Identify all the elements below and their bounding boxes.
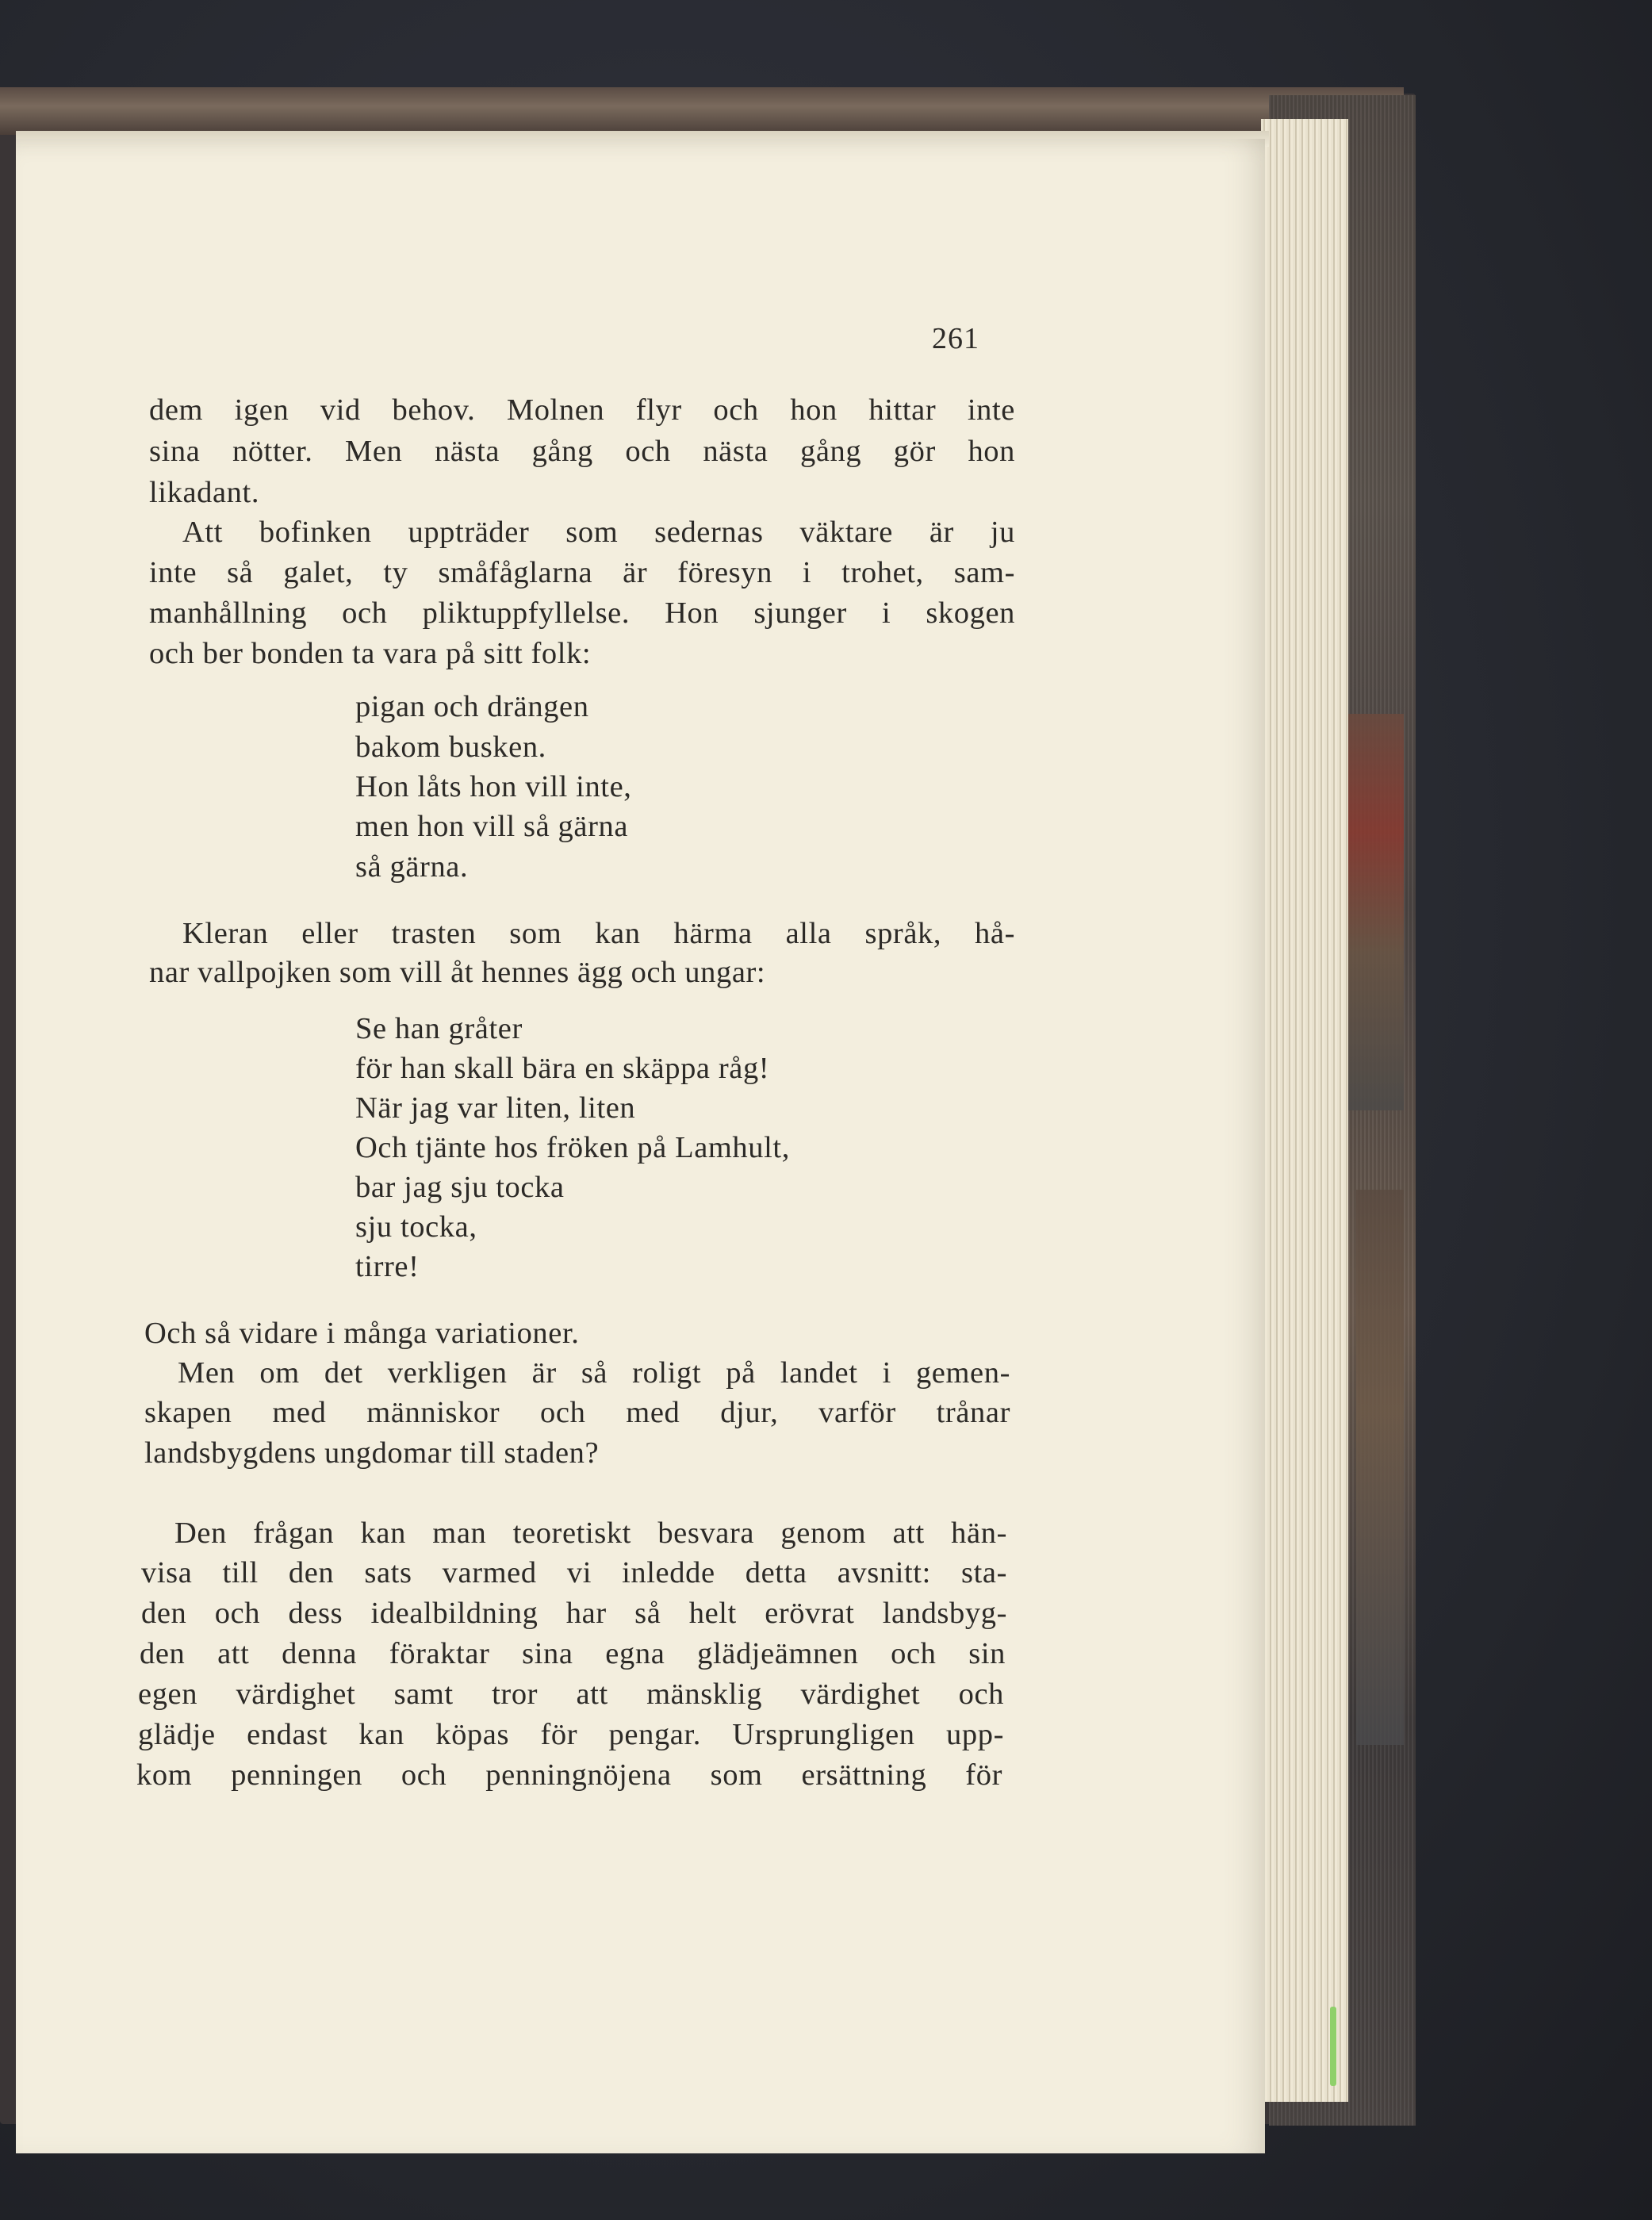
text-line: dem igen vid behov. Molnen flyr och hon hittar inte	[149, 393, 1015, 427]
verse-line: pigan och drängen	[355, 690, 589, 723]
text-line: nar vallpojken som vill åt hennes ägg och ungar:	[149, 956, 766, 989]
verse-line: Se han gråter	[355, 1012, 523, 1045]
text-line: glädje endast kan köpas för pengar. Ursprungligen upp-	[138, 1718, 1004, 1751]
verse-line: bakom busken.	[355, 730, 546, 764]
text-line: visa till den sats varmed vi inledde detta avsnitt: sta-	[141, 1556, 1007, 1589]
text-line: och ber bonden ta vara på sitt folk:	[149, 637, 592, 670]
marbled-cover-pattern	[1356, 1190, 1404, 1745]
text-line: Men om det verkligen är så roligt på landet i gemen-	[178, 1356, 1010, 1390]
verse-line: Och tjänte hos fröken på Lamhult,	[355, 1131, 790, 1164]
text-line: likadant.	[149, 476, 260, 509]
book-head-edge	[0, 87, 1404, 135]
verse-line: för han skall bära en skäppa råg!	[355, 1052, 770, 1085]
text-line: kom penningen och penningnöjena som ersättning för	[136, 1758, 1002, 1792]
text-line: skapen med människor och med djur, varför trånar	[144, 1396, 1010, 1429]
text-line: Kleran eller trasten som kan härma alla språk, hå-	[182, 917, 1015, 950]
text-line: Den frågan kan man teoretiskt besvara genom att hän-	[174, 1516, 1007, 1550]
text-line: Att bofinken uppträder som sedernas väktare är ju	[182, 516, 1015, 549]
text-line: Och så vidare i många variationer.	[144, 1317, 580, 1350]
text-line: manhållning och pliktuppfyllelse. Hon sjunger i skogen	[149, 596, 1015, 630]
verse-line: sju tocka,	[355, 1210, 477, 1244]
bookmark-ribbon	[1330, 2007, 1336, 2086]
verse-line: tirre!	[355, 1250, 420, 1283]
text-line: landsbygdens ungdomar till staden?	[144, 1436, 600, 1470]
page-number: 261	[932, 322, 979, 355]
verse-line: så gärna.	[355, 850, 469, 884]
text-line: den och dess idealbildning har så helt erövrat landsbyg-	[141, 1597, 1007, 1630]
text-line: egen värdighet samt tror att mänsklig värdighet och	[138, 1677, 1004, 1711]
marbled-cover-pattern	[1348, 714, 1404, 1110]
verse-line: men hon vill så gärna	[355, 810, 629, 843]
verse-line: Hon låts hon vill inte,	[355, 770, 632, 803]
page-stack-edge	[1261, 119, 1348, 2102]
verse-line: När jag var liten, liten	[355, 1091, 636, 1125]
text-line: den att denna föraktar sina egna glädjeämnen och sin	[140, 1637, 1006, 1670]
verse-line: bar jag sju tocka	[355, 1171, 565, 1204]
text-line: sina nötter. Men nästa gång och nästa gång gör hon	[149, 435, 1015, 468]
text-line: inte så galet, ty småfåglarna är föresyn i trohet, sam-	[149, 556, 1015, 589]
